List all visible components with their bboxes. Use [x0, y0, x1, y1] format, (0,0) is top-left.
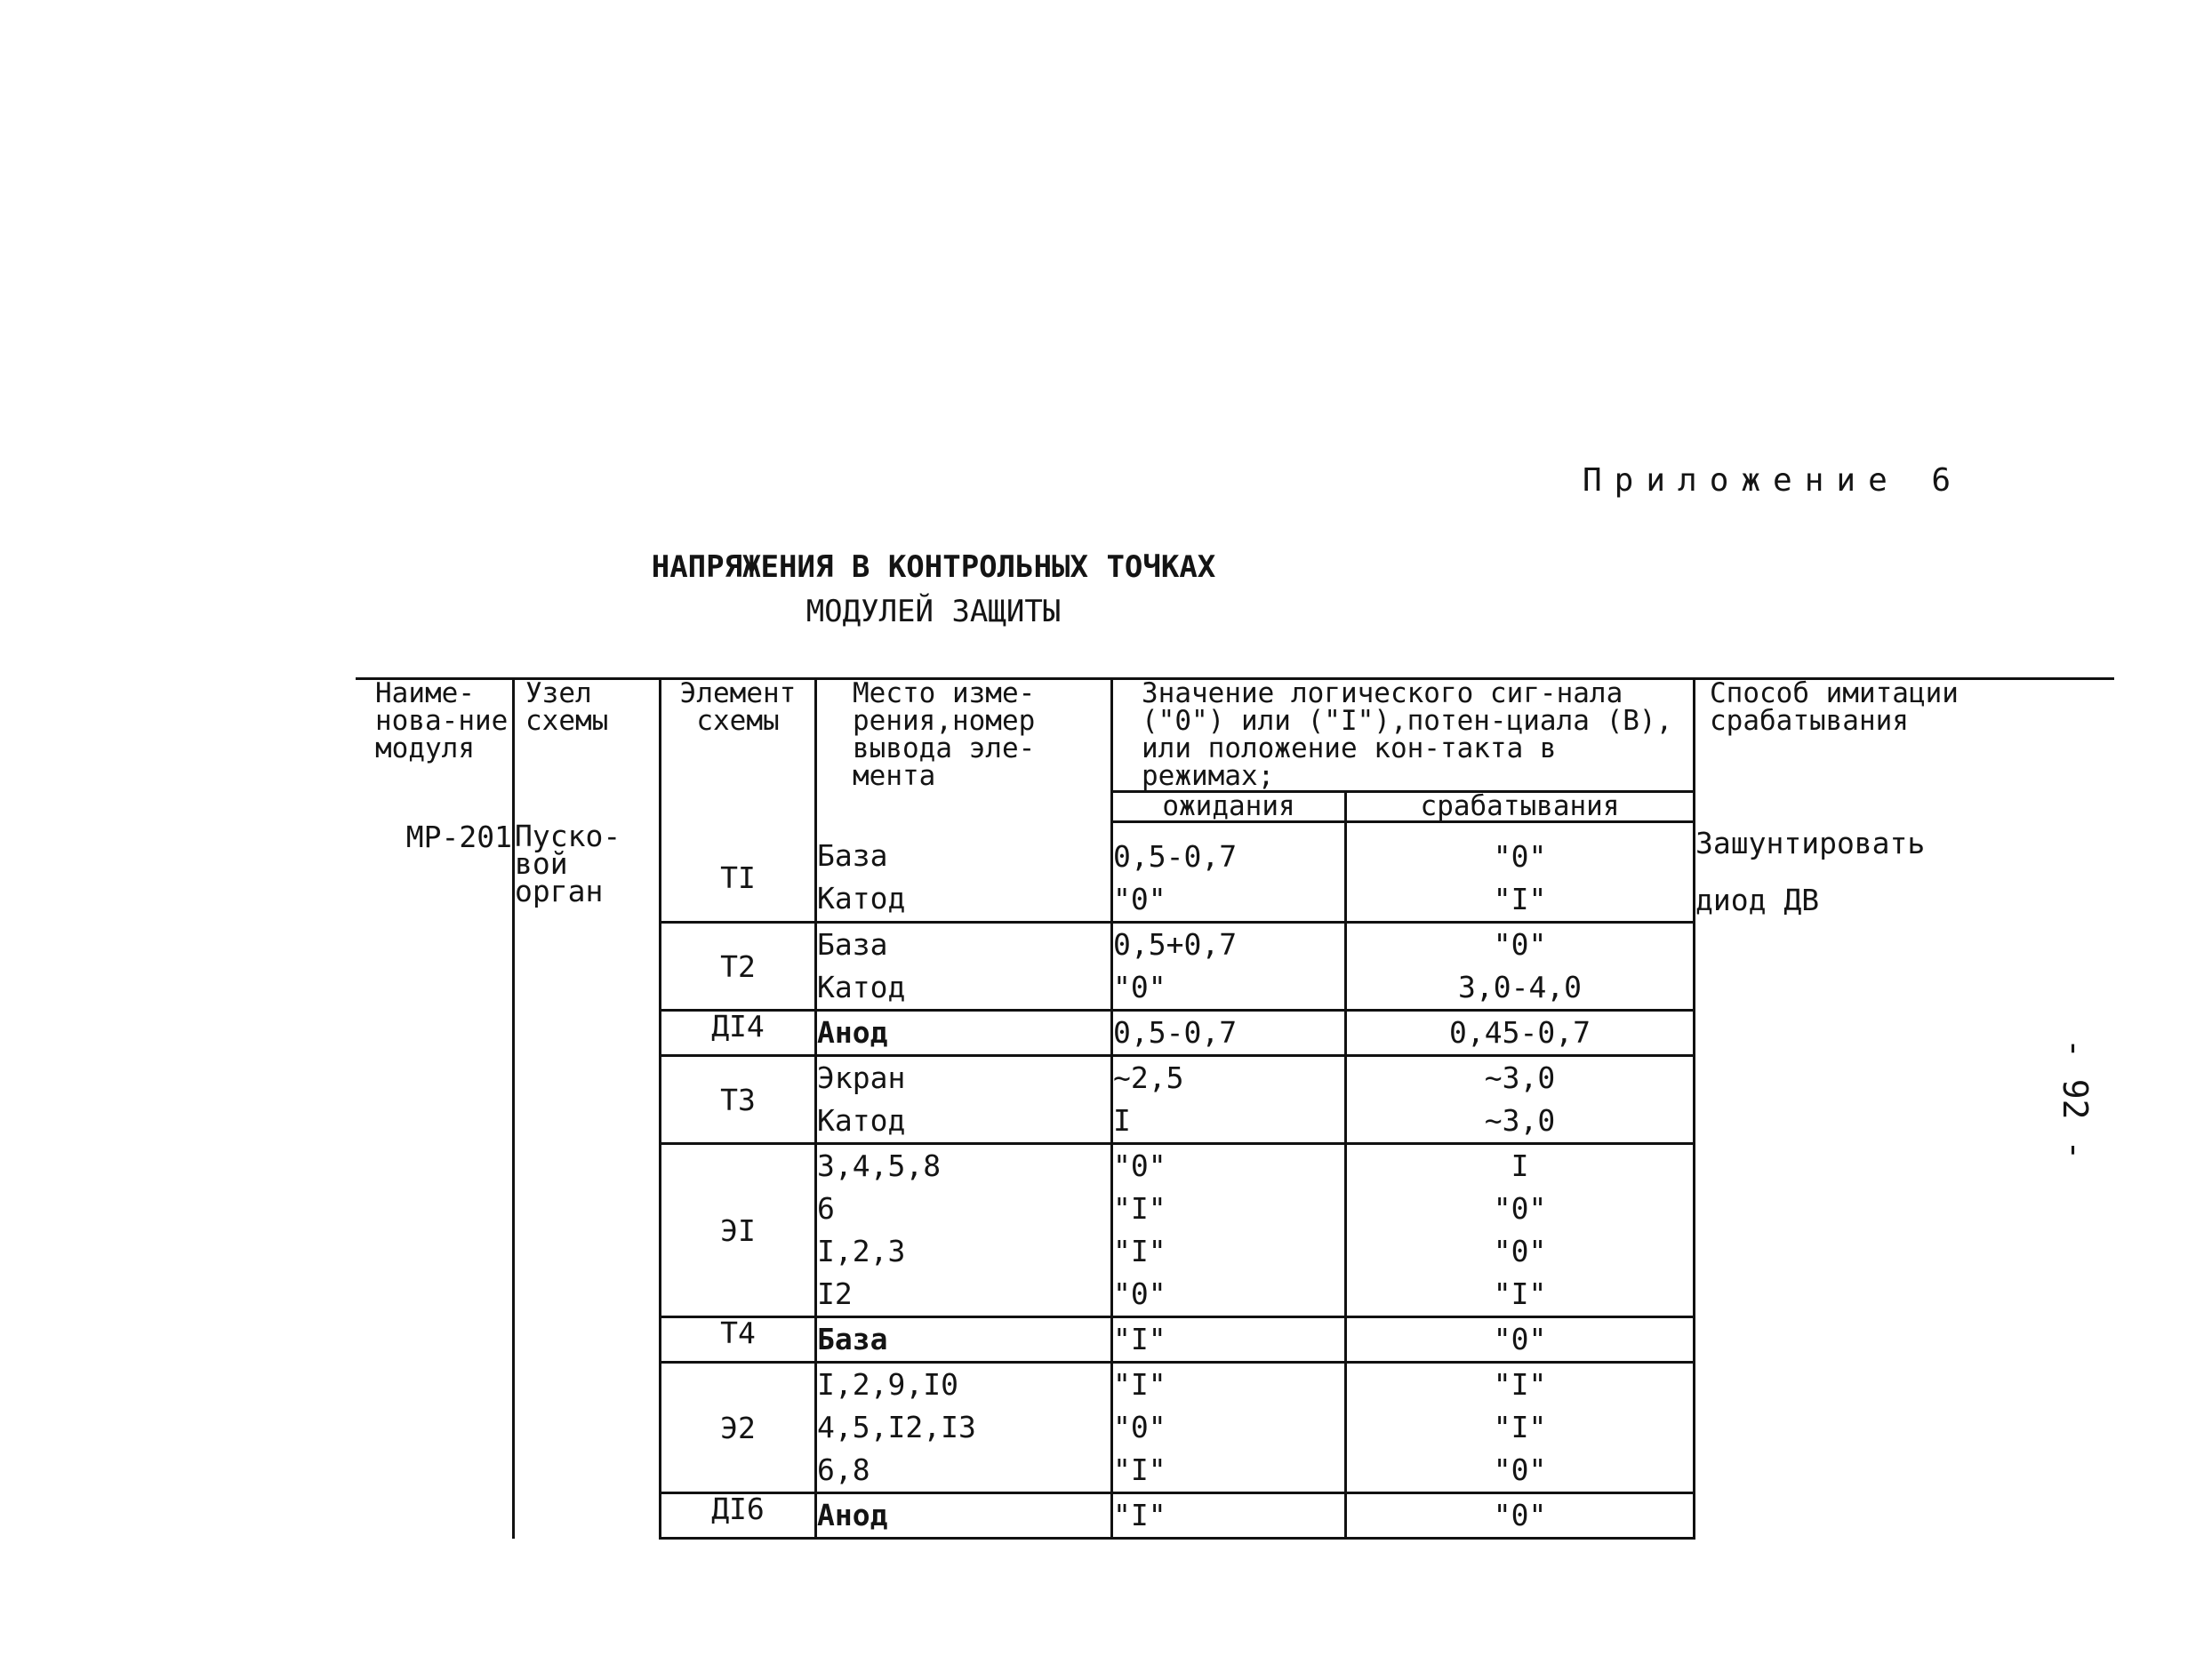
header-wait: ожидания — [1112, 792, 1346, 822]
wait-value-line: "0" — [1113, 970, 1166, 1004]
trigger-value-cell — [1346, 1144, 1695, 1317]
element-cell: Э2 — [661, 1363, 816, 1493]
method-line-1: Зашунтировать — [1695, 825, 1926, 860]
wait-value-line: 0,5+0,7 — [1113, 927, 1238, 962]
wait-value-line: 0,5-0,7 — [1113, 839, 1238, 874]
node-name-cell: Пуско-вой орган — [514, 822, 661, 1539]
voltage-table — [356, 677, 2114, 1540]
header-trigger: срабатывания — [1346, 792, 1695, 822]
place-line: I,2,9,I0 — [817, 1367, 958, 1402]
trigger-value-line: "I" — [1493, 1276, 1547, 1311]
element-cell: T2 — [661, 923, 816, 1011]
wait-value-cell — [1112, 1493, 1346, 1539]
wait-value-line: ~2,5 — [1113, 1060, 1184, 1095]
place-line: Катод — [817, 1103, 906, 1138]
trigger-value-line: "0" — [1493, 1498, 1547, 1532]
wait-value-cell — [1112, 1317, 1346, 1363]
wait-value-line: "I" — [1113, 1452, 1166, 1487]
place-cell — [816, 1363, 1112, 1493]
trigger-value-line: "0" — [1493, 1191, 1547, 1226]
header-method: Способ имитации срабатывания — [1695, 679, 2115, 822]
place-line: 6 — [817, 1191, 835, 1226]
trigger-value-line: 3,0-4,0 — [1457, 970, 1583, 1004]
document-title-line-2: МОДУЛЕЙ ЗАЩИТЫ — [805, 594, 1062, 629]
wait-value-line: "0" — [1113, 1276, 1166, 1311]
wait-value-line: 0,5-0,7 — [1113, 1015, 1238, 1050]
wait-value-line: "I" — [1113, 1191, 1166, 1226]
element-cell: T4 — [661, 1317, 816, 1363]
header-place: Место изме-рения,номер вывода эле-мента — [816, 679, 1112, 822]
wait-value-cell — [1112, 1363, 1346, 1493]
wait-value-cell — [1112, 923, 1346, 1011]
method-cell — [1695, 822, 2115, 1539]
trigger-value-cell — [1346, 923, 1695, 1011]
trigger-value-cell — [1346, 1056, 1695, 1144]
table-body — [356, 818, 2114, 1539]
wait-value-line: "I" — [1113, 1234, 1166, 1268]
wait-value-line: "I" — [1113, 1322, 1166, 1356]
place-line: База — [817, 927, 888, 962]
table-row — [356, 822, 2114, 923]
module-name-cell: МР-201 — [356, 822, 514, 1539]
header-module: Наиме-нова-ние модуля — [356, 679, 514, 822]
header-value: Значение логического сиг-нала ("0") или ("I"),потен-циала (В), или положение кон-такта в режимах; — [1112, 679, 1695, 792]
table-header-row — [356, 679, 2114, 792]
element-cell: ЭI — [661, 1144, 816, 1317]
place-line: Экран — [817, 1060, 906, 1095]
place-line: База — [817, 1322, 888, 1356]
trigger-value-line: "I" — [1493, 1367, 1547, 1402]
trigger-value-line: I — [1511, 1148, 1529, 1183]
trigger-value-cell — [1346, 1493, 1695, 1539]
place-cell — [816, 923, 1112, 1011]
place-line: Катод — [817, 880, 906, 916]
place-line: Анод — [817, 1498, 888, 1532]
element-cell: TI — [661, 822, 816, 923]
place-cell — [816, 1144, 1112, 1317]
place-line: Катод — [817, 970, 906, 1004]
method-line-2: диод ДВ — [1695, 882, 1820, 917]
trigger-value-line: "I" — [1493, 882, 1547, 916]
document-title-line-1: НАПРЯЖЕНИЯ В КОНТРОЛЬНЫХ ТОЧКАХ — [651, 549, 1216, 585]
wait-value-line: "0" — [1113, 1148, 1166, 1183]
place-line: 3,4,5,8 — [817, 1148, 942, 1183]
wait-value-cell — [1112, 822, 1346, 923]
trigger-value-line: "0" — [1493, 1322, 1547, 1356]
place-line: 6,8 — [817, 1452, 870, 1487]
page-number: - 92 - — [2056, 1038, 2095, 1161]
header-element: Элемент схемы — [661, 679, 816, 822]
wait-value-line: "I" — [1113, 1367, 1166, 1402]
element-cell: ДI6 — [661, 1493, 816, 1539]
place-line: 4,5,I2,I3 — [817, 1410, 976, 1444]
wait-value-cell — [1112, 1144, 1346, 1317]
trigger-value-line: ~3,0 — [1484, 1060, 1556, 1095]
place-line: Анод — [817, 1015, 888, 1050]
trigger-value-cell — [1346, 1363, 1695, 1493]
place-cell — [816, 1056, 1112, 1144]
trigger-value-line: "0" — [1493, 1452, 1547, 1487]
trigger-value-line: "0" — [1493, 1234, 1547, 1268]
place-cell — [816, 1493, 1112, 1539]
wait-value-line: "0" — [1113, 882, 1166, 916]
trigger-value-line: "I" — [1493, 1410, 1547, 1444]
trigger-value-line: "0" — [1493, 839, 1547, 874]
trigger-value-cell — [1346, 1317, 1695, 1363]
place-cell — [816, 1317, 1112, 1363]
appendix-label: Приложение 6 — [1583, 462, 1964, 499]
wait-value-line: "I" — [1113, 1498, 1166, 1532]
trigger-value-cell — [1346, 1011, 1695, 1056]
trigger-value-line: 0,45-0,7 — [1449, 1015, 1591, 1050]
element-cell: T3 — [661, 1056, 816, 1144]
trigger-value-line: ~3,0 — [1484, 1103, 1556, 1138]
place-cell — [816, 822, 1112, 923]
trigger-value-cell — [1346, 822, 1695, 923]
wait-value-cell — [1112, 1011, 1346, 1056]
place-line: I,2,3 — [817, 1234, 906, 1268]
wait-value-line: "0" — [1113, 1410, 1166, 1444]
place-line: I2 — [817, 1276, 853, 1311]
wait-value-cell — [1112, 1056, 1346, 1144]
place-line: База — [817, 837, 888, 873]
header-node: Узел схемы — [514, 679, 661, 822]
wait-value-line: I — [1113, 1103, 1131, 1138]
place-cell — [816, 1011, 1112, 1056]
trigger-value-line: "0" — [1493, 927, 1547, 962]
element-cell: ДI4 — [661, 1011, 816, 1056]
